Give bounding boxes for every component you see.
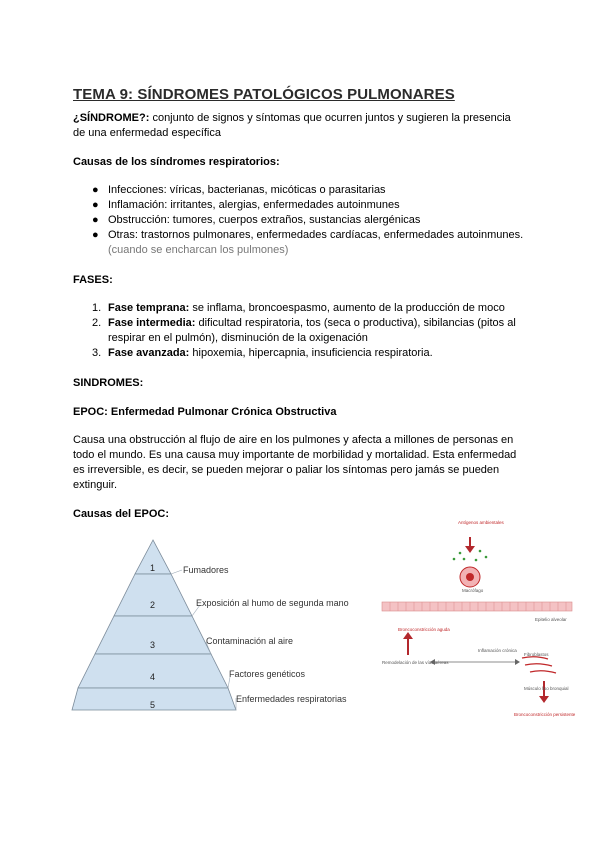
fibroblast-icon	[522, 657, 556, 673]
list-item: ● Infecciones: víricas, bacterianas, micóticas o parasitarias	[92, 184, 386, 196]
list-item: 3. Fase avanzada: hipoxemia, hipercapnia, insuficiencia respiratoria.	[92, 347, 433, 359]
sindrome-term: ¿SÍNDROME?:	[73, 112, 150, 124]
diagram-acute-label: Broncoconstricción aguda	[398, 627, 450, 632]
pyramid-num-3: 3	[150, 640, 156, 650]
sindrome-def-2: de una enfermedad específica	[73, 127, 221, 139]
pyramid-label-2: Exposición al humo de segunda mano	[196, 598, 349, 608]
pyramid-label-3: Contaminación al aire	[206, 636, 294, 646]
list-item: ● Inflamación: irritantes, alergias, enfermedades autoinmunes	[92, 199, 400, 211]
arrow-down-icon	[465, 546, 475, 553]
epithelium-band	[382, 602, 572, 611]
bullet-icon: ●	[92, 214, 99, 226]
epoc-heading: EPOC: Enfermedad Pulmonar Crónica Obstructiva	[73, 406, 337, 418]
arrow-down-icon	[539, 696, 549, 703]
sindrome-definition	[73, 111, 543, 141]
bullet-icon: ●	[92, 199, 99, 211]
list-item: 2. Fase intermedia: dificultad respiratoria, tos (seca o productiva), sibilancias (pitos al respirar en el pulmón), disminución de la oxigenación	[92, 317, 516, 344]
fases-list	[92, 301, 532, 361]
arrow-up-icon	[403, 632, 413, 639]
pyramid-num-1: 1	[150, 563, 156, 573]
list-item: ● Otras: trastornos pulmonares, enfermedades cardíacas, enfermedades autoinmunes.	[92, 229, 524, 241]
pyramid-level-4	[78, 654, 228, 688]
causas-heading: Causas de los síndromes respiratorios:	[73, 156, 280, 168]
pyramid-num-2: 2	[150, 600, 156, 610]
fases-heading: FASES:	[73, 274, 113, 286]
causas-list	[92, 183, 532, 258]
epoc-causes-pyramid	[70, 530, 360, 720]
pyramid-num-5: 5	[150, 700, 156, 710]
bullet-icon: ●	[92, 184, 99, 196]
page-title: TEMA 9: SÍNDROMES PATOLÓGICOS PULMONARES	[73, 86, 455, 103]
diagram-antigen-label: Antígenos ambientales	[458, 520, 504, 525]
list-item-note: (cuando se encharcan los pulmones)	[108, 244, 289, 256]
diagram-remodel-label: Remodelación de las vías aéreas	[382, 660, 449, 665]
pyramid-num-4: 4	[150, 672, 156, 682]
epoc-paragraph: Causa una obstrucción al flujo de aire en los pulmones y afecta a millones de personas en todo el mundo. Es una causa muy importante de morbilidad y mortalidad. Esta enfermedad es irreversible, es decir, se pueden mejorar o paliar los síntomas pero jamás se pueden extinguir.	[73, 434, 517, 491]
diagram-muscle-label: Músculo liso bronquial	[524, 686, 569, 691]
pyramid-label-4: Factores genéticos	[229, 669, 306, 679]
list-item: 1. Fase temprana: se inflama, broncoespasmo, aumento de la producción de moco	[92, 302, 505, 314]
sindromes-heading: SINDROMES:	[73, 377, 144, 389]
bullet-icon: ●	[92, 229, 99, 241]
epoc-causas-heading: Causas del EPOC:	[73, 508, 169, 520]
diagram-inflammation-label: Inflamación crónica	[478, 648, 517, 653]
diagram-fibro-label: Fibroblastos	[524, 652, 549, 657]
pyramid-label-5: Enfermedades respiratorias	[236, 694, 347, 704]
sindrome-def-1: conjunto de signos y síntomas que ocurren juntos y sugieren la presencia	[149, 112, 511, 124]
list-item: ● Obstrucción: tumores, cuerpos extraños, sustancias alergénicas	[92, 214, 421, 226]
diagram-epithelium-label: Epitelio alveolar	[535, 617, 567, 622]
pyramid-label-1: Fumadores	[183, 565, 229, 575]
diagram-persist-label: Broncoconstricción persistente	[514, 712, 576, 717]
diagram-macrophage-label: Macrófago	[462, 588, 484, 593]
